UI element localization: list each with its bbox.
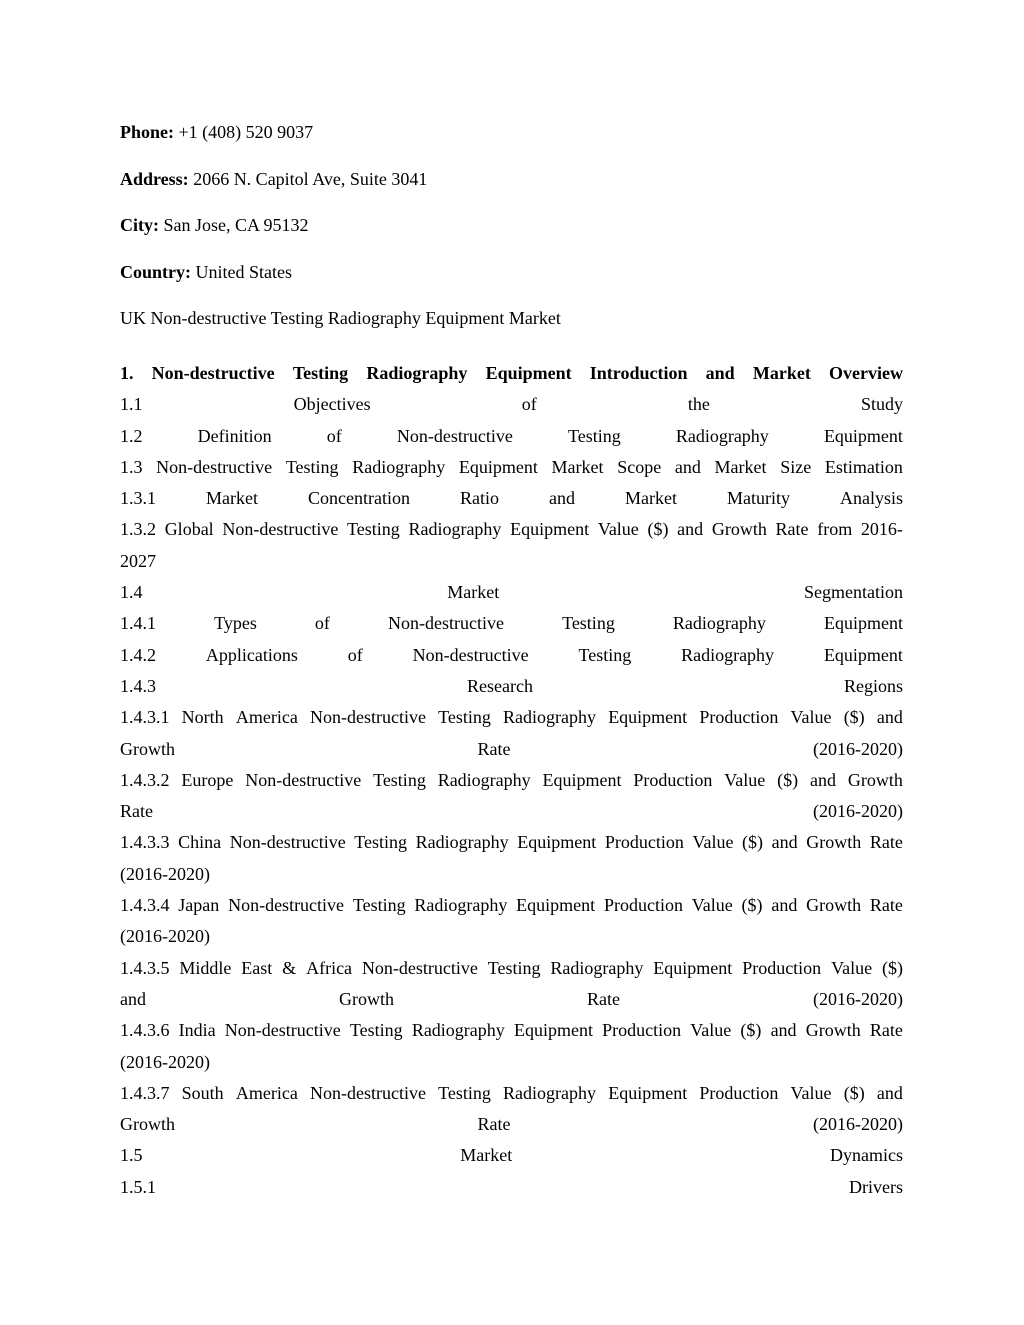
toc-word: 1.3: [120, 456, 143, 477]
toc-word: Market: [447, 582, 500, 603]
toc-word: Dynamics: [830, 1145, 903, 1166]
toc-word: (2016-2020): [120, 926, 210, 947]
toc-word: Africa: [306, 957, 353, 978]
toc-word: Growth: [806, 832, 862, 853]
toc-word: Value: [597, 519, 639, 540]
toc-word: Market: [460, 1145, 513, 1166]
toc-line: [120, 546, 903, 577]
toc-word: and: [771, 832, 798, 853]
toc-word: Radiography: [415, 832, 509, 853]
toc-word: &: [282, 957, 297, 978]
toc-word: Equipment: [823, 425, 903, 446]
toc-word: Non-destructive: [361, 957, 478, 978]
toc-word: Production: [699, 1082, 779, 1103]
toc-line: [120, 765, 903, 796]
toc-word: of: [326, 425, 342, 446]
toc-word: Market: [624, 488, 677, 509]
toc-word: Equipment: [485, 363, 572, 383]
toc-word: (2016-2020): [120, 1051, 210, 1072]
toc-word: Market: [714, 456, 767, 477]
toc-word: Segmentation: [804, 582, 903, 603]
toc-word: Radiography: [352, 456, 446, 477]
toc-word: Scope: [617, 456, 662, 477]
toc-word: Middle: [179, 957, 232, 978]
toc-word: and: [810, 769, 837, 790]
toc-word: Equipment: [823, 613, 903, 634]
toc-word: Radiography: [675, 425, 769, 446]
toc-word: 2027: [120, 550, 156, 571]
toc-word: Production: [742, 957, 822, 978]
toc-line: [120, 1078, 903, 1109]
toc-word: Radiography: [681, 644, 775, 665]
toc-word: Non-destructive: [396, 425, 513, 446]
toc-word: Equipment: [608, 707, 688, 728]
toc-word: South: [181, 1082, 224, 1103]
toc-word: Rate: [587, 988, 620, 1009]
toc-word: of: [347, 644, 363, 665]
toc-word: Equipment: [608, 1082, 688, 1103]
toc-word: Non-destructive: [224, 1020, 341, 1041]
toc-word: North: [181, 707, 224, 728]
toc-line: [120, 483, 903, 514]
toc-word: Radiography: [672, 613, 766, 634]
toc-word: the: [687, 394, 710, 415]
toc-word: Value: [690, 1020, 732, 1041]
toc-word: 2016-: [860, 519, 903, 540]
toc-word: Value: [692, 832, 734, 853]
toc-word: Equipment: [510, 519, 590, 540]
toc-word: Non-destructive: [229, 832, 346, 853]
toc-word: Global: [164, 519, 214, 540]
table-of-contents: [120, 358, 903, 1203]
toc-word: Rate: [869, 1020, 903, 1041]
toc-word: Estimation: [824, 456, 903, 477]
country-field: [120, 260, 903, 284]
toc-word: of: [314, 613, 330, 634]
toc-word: Testing: [562, 613, 615, 634]
toc-word: Testing: [285, 456, 339, 477]
country-label: Country:: [120, 262, 191, 282]
toc-word: Rate: [120, 801, 153, 822]
toc-word: Testing: [354, 832, 408, 853]
toc-word: Market: [206, 488, 258, 509]
toc-word: 1.4.2: [120, 644, 156, 665]
phone-label: Phone:: [120, 122, 174, 142]
toc-word: Rate: [477, 1114, 511, 1135]
toc-word: 1.4.3.1: [120, 707, 170, 728]
toc-line: [120, 452, 903, 483]
toc-word: and: [876, 1082, 903, 1103]
toc-word: Growth: [806, 895, 862, 916]
toc-word: and: [770, 1020, 797, 1041]
toc-line: [120, 859, 903, 890]
toc-word: Equipment: [542, 769, 622, 790]
toc-word: 1.3.2: [120, 519, 156, 540]
toc-word: 1.5: [120, 1145, 143, 1166]
toc-word: Production: [603, 895, 683, 916]
toc-word: Size: [780, 456, 812, 477]
toc-line: [120, 577, 903, 608]
toc-line: [120, 827, 903, 858]
toc-word: 1.5.1: [120, 1176, 156, 1197]
toc-word: Introduction: [589, 363, 688, 383]
toc-word: and: [674, 456, 701, 477]
toc-word: 1.4.3.4: [120, 895, 170, 916]
city-field: [120, 213, 903, 237]
toc-line: [120, 1172, 903, 1203]
toc-word: and: [705, 363, 735, 383]
toc-word: ($): [647, 519, 669, 540]
toc-word: Production: [699, 707, 779, 728]
toc-word: (2016-2020): [813, 738, 903, 759]
address-label: Address:: [120, 169, 189, 189]
toc-word: Research: [467, 675, 533, 696]
toc-word: Equipment: [517, 832, 597, 853]
toc-word: Non-destructive: [228, 895, 345, 916]
toc-word: Equipment: [823, 644, 903, 665]
toc-word: (2016-2020): [120, 863, 210, 884]
toc-word: Growth: [120, 1114, 175, 1135]
city-value: San Jose, CA 95132: [159, 215, 309, 235]
toc-word: Testing: [347, 519, 400, 540]
toc-word: and: [548, 488, 575, 509]
toc-word: Testing: [373, 769, 426, 790]
toc-word: 1.4.3: [120, 675, 156, 696]
toc-word: Equipment: [458, 456, 538, 477]
toc-word: Non-destructive: [151, 363, 275, 383]
toc-word: Growth: [805, 1020, 861, 1041]
toc-word: America: [235, 1082, 298, 1103]
toc-word: Ratio: [459, 488, 499, 509]
toc-line: [120, 514, 903, 545]
toc-word: Value: [724, 769, 766, 790]
toc-word: 1.4.1: [120, 613, 156, 634]
toc-word: Production: [604, 832, 684, 853]
toc-word: East: [241, 957, 273, 978]
toc-word: Radiography: [366, 363, 468, 383]
toc-word: (2016-2020): [813, 1114, 903, 1135]
toc-word: 1.2: [120, 425, 143, 446]
toc-word: and: [120, 988, 146, 1009]
toc-word: Radiography: [503, 707, 597, 728]
toc-word: Rate: [869, 832, 903, 853]
toc-word: 1.4: [120, 582, 143, 603]
toc-word: Study: [860, 394, 903, 415]
toc-word: Radiography: [411, 1020, 505, 1041]
toc-word: Types: [214, 613, 257, 634]
toc-line: [120, 1109, 903, 1140]
toc-line: [120, 796, 903, 827]
phone-value: +1 (408) 520 9037: [174, 122, 314, 142]
toc-line: [120, 921, 903, 952]
toc-word: Testing: [352, 895, 406, 916]
toc-line: [120, 671, 903, 702]
toc-word: 1.4.3.5: [120, 957, 170, 978]
toc-word: Production: [633, 769, 713, 790]
toc-word: Radiography: [408, 519, 502, 540]
toc-word: Equipment: [653, 957, 733, 978]
toc-word: (2016-2020): [813, 988, 903, 1009]
toc-word: Value: [790, 1082, 832, 1103]
toc-word: Testing: [349, 1020, 403, 1041]
toc-word: Growth: [847, 769, 903, 790]
toc-line: [120, 640, 903, 671]
toc-word: Radiography: [503, 1082, 597, 1103]
toc-word: ($): [777, 769, 799, 790]
toc-word: ($): [843, 1082, 865, 1103]
toc-word: Equipment: [516, 895, 596, 916]
toc-line: [120, 984, 903, 1015]
toc-word: 1.4.3.7: [120, 1082, 170, 1103]
toc-word: Rate: [869, 895, 903, 916]
toc-line: [120, 953, 903, 984]
toc-line: [120, 358, 903, 389]
toc-word: Overview: [829, 363, 903, 383]
toc-word: ($): [843, 707, 865, 728]
toc-word: of: [521, 394, 537, 415]
toc-line: [120, 890, 903, 921]
toc-word: Concentration: [307, 488, 410, 509]
toc-word: Growth: [711, 519, 767, 540]
toc-word: Testing: [438, 1082, 491, 1103]
toc-word: Rate: [477, 738, 511, 759]
toc-line: [120, 734, 903, 765]
toc-word: Definition: [197, 425, 272, 446]
toc-word: Regions: [843, 675, 903, 696]
toc-word: Value: [691, 895, 733, 916]
toc-word: Production: [602, 1020, 682, 1041]
toc-line: [120, 389, 903, 420]
toc-word: Japan: [178, 895, 220, 916]
toc-line: [120, 608, 903, 639]
toc-line: [120, 1140, 903, 1171]
toc-word: 1.4.3.3: [120, 832, 170, 853]
toc-word: from: [817, 519, 853, 540]
toc-word: 1.1: [120, 394, 143, 415]
toc-word: and: [677, 519, 704, 540]
toc-word: and: [771, 895, 798, 916]
toc-word: (2016-2020): [813, 801, 903, 822]
toc-word: Testing: [292, 363, 349, 383]
toc-word: Applications: [205, 644, 298, 665]
toc-line: [120, 421, 903, 452]
toc-word: America: [235, 707, 298, 728]
toc-word: ($): [741, 895, 763, 916]
toc-line: [120, 1015, 903, 1046]
toc-word: Europe: [181, 769, 234, 790]
toc-word: Rate: [775, 519, 809, 540]
toc-word: Non-destructive: [412, 644, 529, 665]
toc-line: [120, 702, 903, 733]
toc-word: 1.4.3.6: [120, 1020, 170, 1041]
toc-word: ($): [742, 832, 764, 853]
toc-word: Equipment: [513, 1020, 593, 1041]
toc-word: Growth: [120, 738, 175, 759]
document-title: UK Non-destructive Testing Radiography Equipment Market: [120, 308, 561, 328]
toc-word: Non-destructive: [245, 769, 362, 790]
toc-word: Market: [752, 363, 811, 383]
toc-word: Radiography: [437, 769, 531, 790]
toc-line: [120, 1047, 903, 1078]
toc-word: 1.: [120, 363, 134, 383]
toc-word: Non-destructive: [309, 707, 426, 728]
toc-word: ($): [881, 957, 903, 978]
toc-word: Non-destructive: [222, 519, 339, 540]
toc-word: China: [178, 832, 222, 853]
toc-word: Testing: [487, 957, 541, 978]
toc-word: Testing: [438, 707, 491, 728]
toc-word: ($): [740, 1020, 762, 1041]
phone-field: [120, 120, 903, 144]
toc-word: India: [178, 1020, 216, 1041]
toc-word: Objectives: [293, 394, 371, 415]
address-field: [120, 167, 903, 191]
country-value: United States: [191, 262, 292, 282]
toc-word: Non-destructive: [156, 456, 273, 477]
toc-word: 1.3.1: [120, 488, 156, 509]
toc-word: Non-destructive: [310, 1082, 426, 1103]
toc-word: Maturity: [726, 488, 790, 509]
toc-word: and: [876, 707, 903, 728]
toc-word: Value: [790, 707, 832, 728]
toc-word: 1.4.3.2: [120, 769, 170, 790]
toc-word: Testing: [578, 644, 632, 665]
toc-word: Drivers: [849, 1176, 903, 1197]
toc-word: Radiography: [550, 957, 644, 978]
toc-word: Testing: [567, 425, 621, 446]
toc-word: Growth: [339, 988, 394, 1009]
toc-word: Market: [551, 456, 604, 477]
address-value: 2066 N. Capitol Ave, Suite 3041: [188, 169, 428, 189]
toc-word: Radiography: [414, 895, 508, 916]
toc-word: Non-destructive: [388, 613, 504, 634]
toc-word: Value: [831, 957, 873, 978]
city-label: City:: [120, 215, 159, 235]
toc-word: Analysis: [839, 488, 903, 509]
